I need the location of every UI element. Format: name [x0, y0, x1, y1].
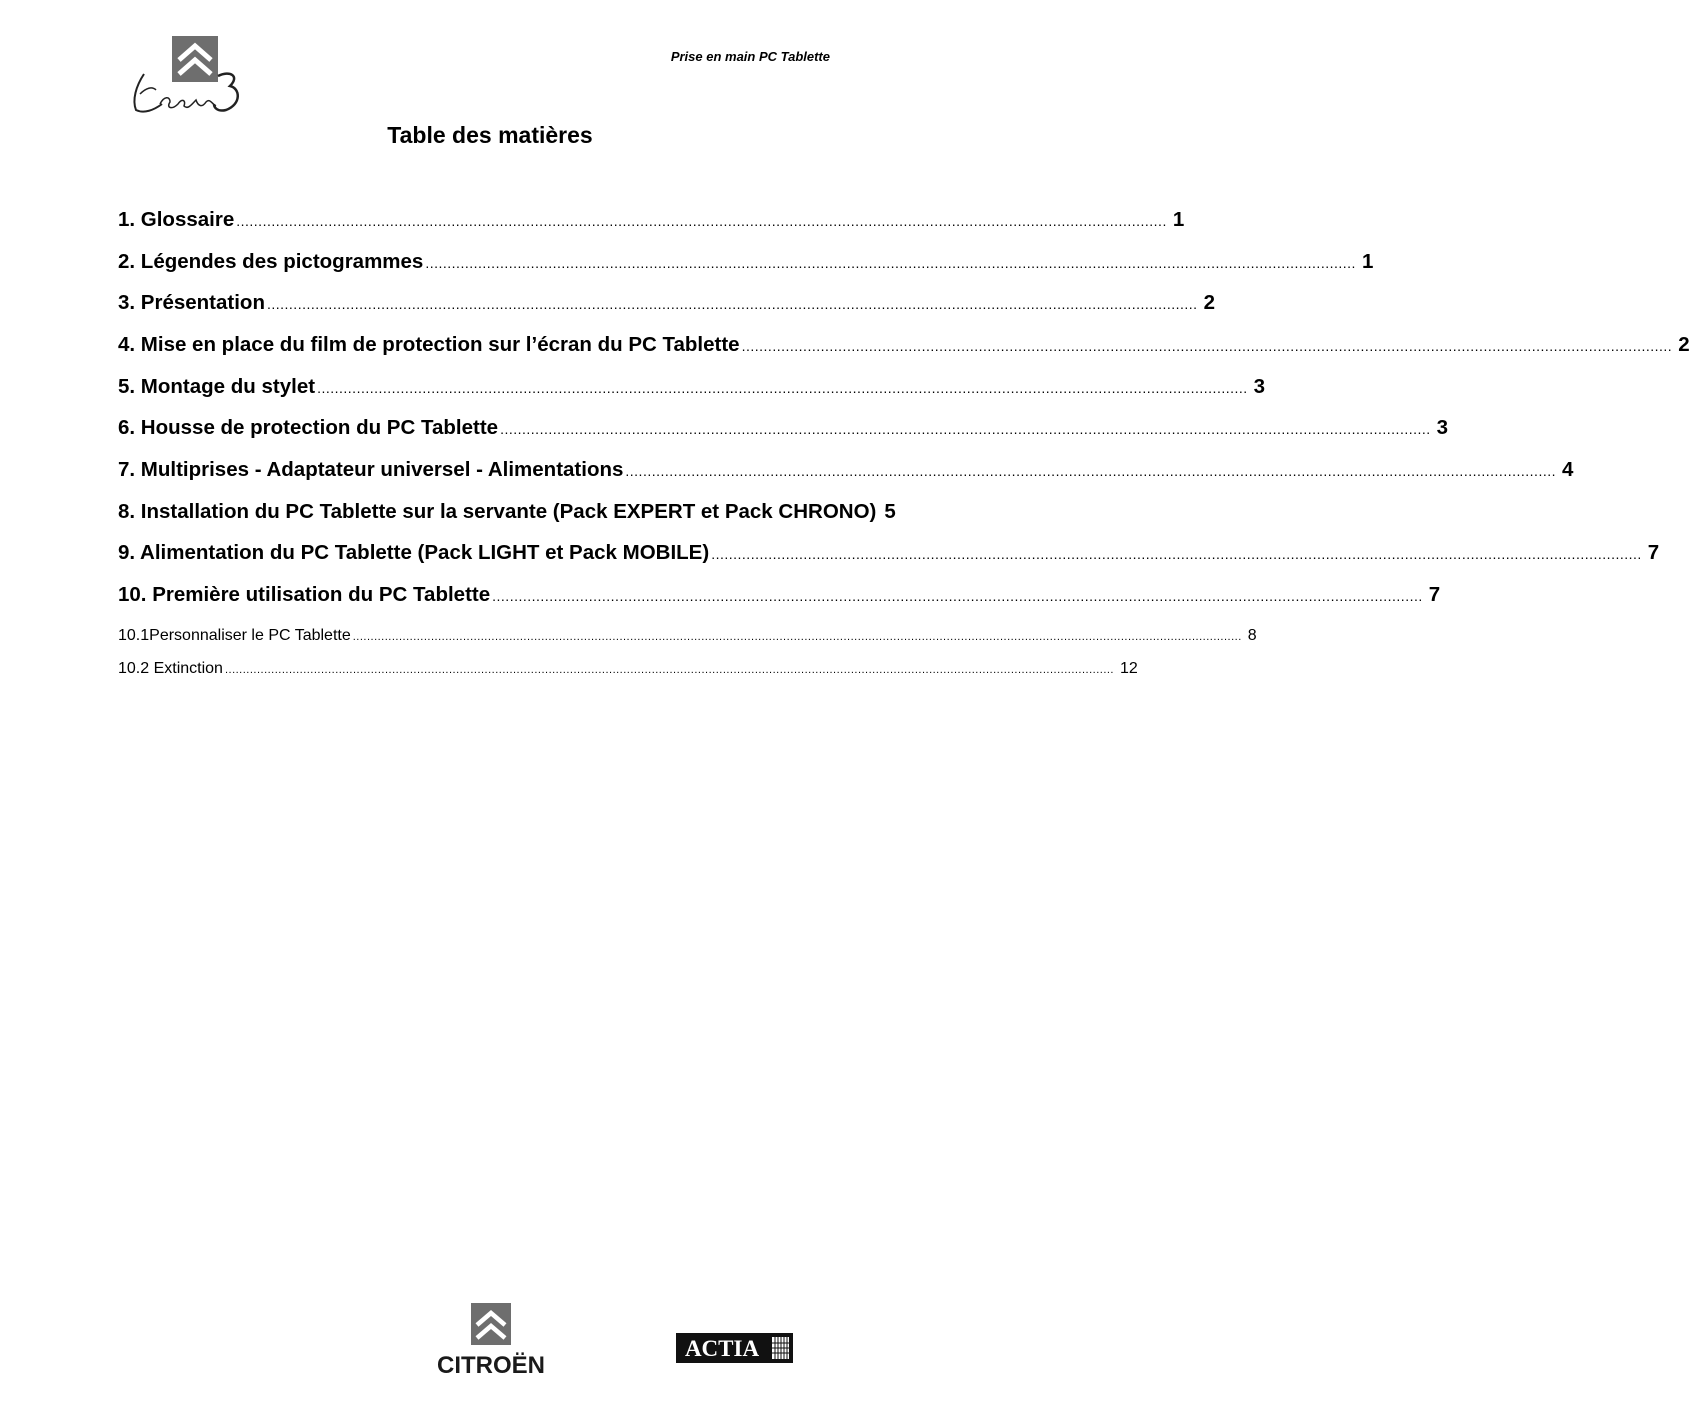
citroen-logo	[428, 1300, 554, 1380]
actia-logo	[676, 1333, 793, 1363]
toc-entry[interactable]	[118, 541, 1660, 569]
toc-entry-title: 10.2 Extinction	[118, 660, 223, 677]
toc-entry[interactable]	[118, 500, 896, 528]
toc-entry-title: 1. Glossaire	[118, 208, 235, 231]
toc-leader-dots: ....................................................................................................................................................................................................................	[266, 296, 1198, 312]
toc-entry-title: 8. Installation du PC Tablette sur la servante (Pack EXPERT et Pack CHRONO)	[118, 500, 877, 523]
toc-entry-page: 7	[1428, 583, 1441, 606]
toc-leader-dots: ....................................................................................................................................................................................................................	[741, 338, 1673, 354]
toc-entry[interactable]	[118, 416, 1449, 444]
toc-entry-title: 3. Présentation	[118, 291, 265, 314]
toc-entry-page: 2	[1203, 291, 1215, 314]
page-title: Table des matières	[387, 122, 593, 148]
toc-entry-page: 4	[1562, 458, 1574, 481]
toc-entry-title: 5. Montage du stylet	[118, 375, 316, 398]
toc-entry[interactable]	[118, 208, 1185, 236]
toc-entry-title: 2. Légendes des pictogrammes	[118, 250, 424, 273]
toc-entry-page: 12	[1120, 660, 1138, 677]
toc-entry-page: 5	[884, 500, 896, 523]
toc-entry[interactable]	[118, 291, 1215, 319]
document-header-title: Prise en main PC Tablette	[670, 49, 830, 64]
toc-entry-page: 8	[1247, 627, 1257, 644]
toc-leader-dots: ....................................................................................................................................................................................................................	[500, 421, 1431, 437]
toc-entry[interactable]	[118, 583, 1441, 611]
toc-entry-title: 10. Première utilisation du PC Tablette	[118, 583, 491, 606]
toc-leader-dots: ..........................................................................................................................................................................................................................................................	[352, 631, 1242, 643]
toc-leader-dots: ....................................................................................................................................................................................................................	[625, 463, 1556, 479]
toc-entry-page: 3	[1253, 375, 1266, 398]
toc-entry-page: 2	[1678, 333, 1690, 356]
lexia3-logo	[130, 34, 244, 116]
toc-entry[interactable]	[118, 333, 1690, 361]
citroen-wordmark: CITROËN	[437, 1352, 545, 1379]
toc-entry-page: 1	[1361, 250, 1374, 273]
toc-leader-dots: ....................................................................................................................................................................................................................	[711, 546, 1642, 562]
toc-subentry[interactable]	[118, 627, 1257, 649]
toc-entry[interactable]	[118, 250, 1374, 278]
toc-subentry[interactable]	[118, 660, 1138, 682]
toc-leader-dots: ....................................................................................................................................................................................................................	[317, 380, 1248, 396]
toc-entry-title: 10.1Personnaliser le PC Tablette	[118, 627, 351, 644]
toc-leader-dots: ....................................................................................................................................................................................................................	[236, 213, 1167, 229]
toc-leader-dots: ....................................................................................................................................................................................................................	[492, 588, 1423, 604]
toc-entry-page: 7	[1647, 541, 1660, 564]
toc-entry[interactable]	[118, 458, 1574, 486]
toc-entry-page: 1	[1172, 208, 1185, 231]
toc-entry-title: 6. Housse de protection du PC Tablette	[118, 416, 499, 439]
toc-entry-page: 3	[1436, 416, 1449, 439]
actia-wordmark: ACTIA	[684, 1336, 760, 1361]
toc-entry-title: 4. Mise en place du film de protection sur l’écran du PC Tablette	[118, 333, 740, 356]
toc-leader-dots: ..........................................................................................................................................................................................................................................................	[224, 664, 1114, 676]
toc-leader-dots: ....................................................................................................................................................................................................................	[425, 255, 1356, 271]
toc-entry-title: 7. Multiprises - Adaptateur universel - Alimentations	[118, 458, 624, 481]
toc-entry[interactable]	[118, 375, 1266, 403]
toc-entry-title: 9. Alimentation du PC Tablette (Pack LIGHT et Pack MOBILE)	[118, 541, 710, 564]
